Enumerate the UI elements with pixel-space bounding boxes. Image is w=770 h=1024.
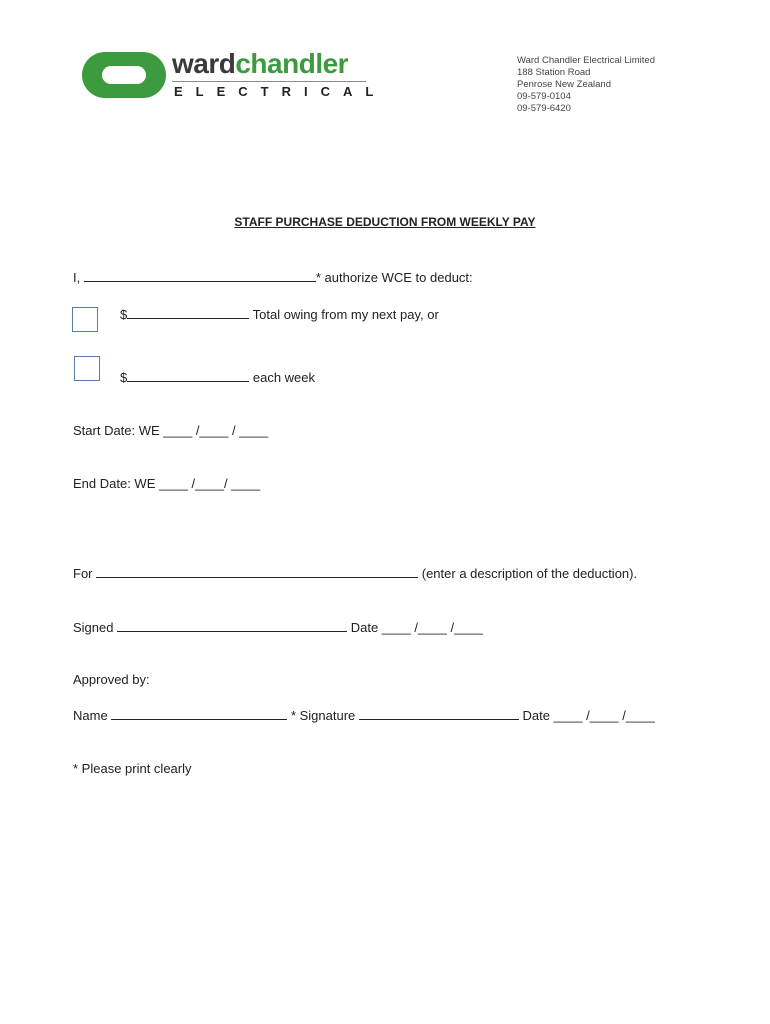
approval-line: Name * Signature Date ____ /____ /____ <box>73 708 655 723</box>
total-amount-field[interactable] <box>127 306 249 319</box>
signed-date-field[interactable]: Date ____ /____ /____ <box>350 620 484 635</box>
company-address <box>517 55 655 115</box>
option-weekly-line: $ each week <box>120 370 316 385</box>
form-title: STAFF PURCHASE DEDUCTION FROM WEEKLY PAY <box>234 215 536 229</box>
approved-by-label: Approved by: <box>73 672 150 687</box>
logo-subtitle: ELECTRICAL <box>174 84 387 99</box>
authorize-line: I, * authorize WCE to deduct: <box>73 270 473 285</box>
description-field[interactable] <box>96 565 418 578</box>
option-total-checkbox[interactable] <box>72 307 98 332</box>
address-line: Penrose New Zealand <box>517 79 611 90</box>
address-line: Ward Chandler Electrical Limited <box>517 55 655 66</box>
logo-wordmark: wardchandler <box>172 48 349 79</box>
end-date-field[interactable]: End Date: WE ____ /____/ ____ <box>73 476 261 491</box>
description-line: For (enter a description of the deduction). <box>73 566 638 581</box>
address-line: 09-579-0104 <box>517 91 571 102</box>
signature-field[interactable] <box>117 619 347 632</box>
approval-date-field[interactable]: Date ____ /____ /____ <box>522 708 655 723</box>
address-line: 188 Station Road <box>517 67 591 78</box>
logo-ring-icon <box>82 52 166 98</box>
company-logo <box>82 48 387 102</box>
logo-rule <box>172 81 366 82</box>
weekly-amount-field[interactable] <box>127 369 249 382</box>
address-line: 09-579-6420 <box>517 103 571 114</box>
option-weekly-checkbox[interactable] <box>74 356 100 381</box>
option-total-line: $ Total owing from my next pay, or <box>120 307 439 322</box>
signed-line: Signed Date ____ /____ /____ <box>73 620 484 635</box>
start-date-field[interactable]: Start Date: WE ____ /____ / ____ <box>73 423 269 438</box>
employee-name-field[interactable] <box>84 269 316 282</box>
approver-name-field[interactable] <box>111 707 287 720</box>
footnote: * Please print clearly <box>73 761 192 776</box>
approver-signature-field[interactable] <box>359 707 519 720</box>
